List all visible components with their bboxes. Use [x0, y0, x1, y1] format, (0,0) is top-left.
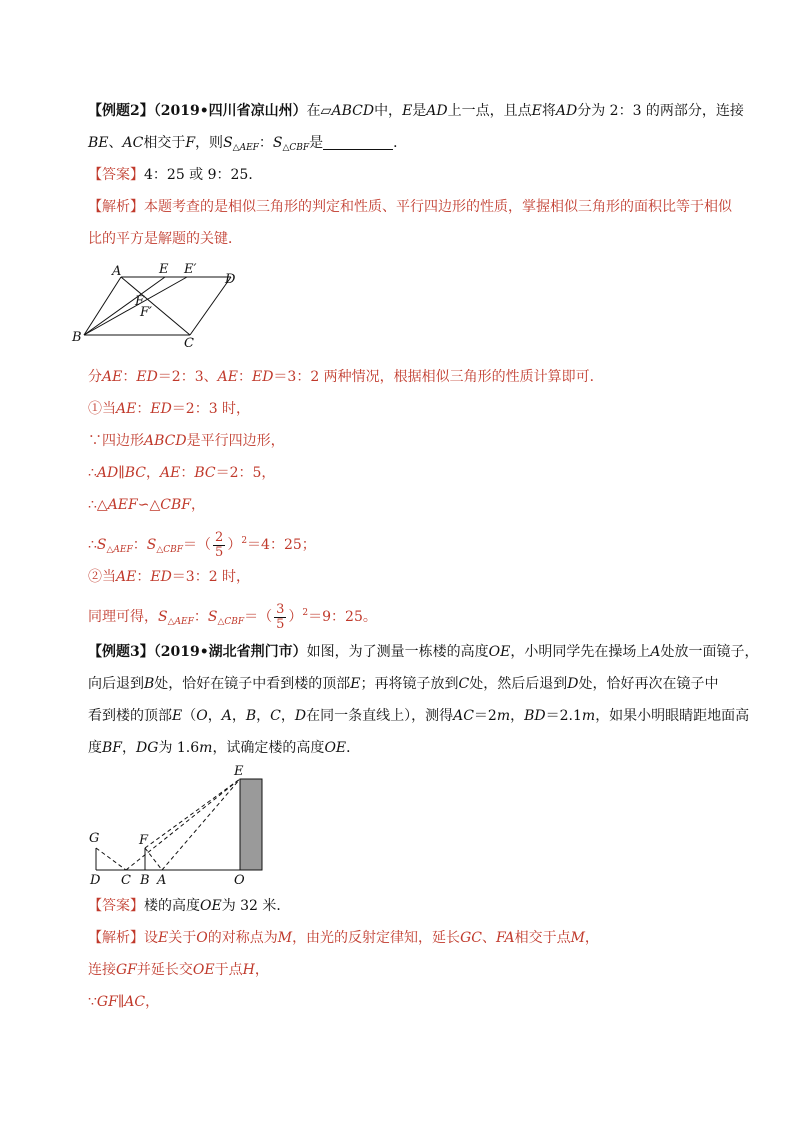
- math: DG: [136, 740, 159, 756]
- text: ＝2：3 时，: [171, 401, 251, 417]
- ex3-question-line1: [88, 642, 759, 662]
- text: ：: [132, 537, 147, 553]
- math: FA: [495, 930, 515, 946]
- math: BC: [194, 465, 216, 481]
- math: AC: [453, 708, 474, 724]
- text: ＝（: [244, 609, 273, 625]
- text: 、: [481, 930, 496, 946]
- math: D: [294, 708, 307, 724]
- math: ED: [150, 401, 172, 417]
- label-e: E: [234, 764, 244, 779]
- math: ED: [150, 569, 172, 585]
- text: 并延长交: [136, 962, 193, 978]
- math: O: [196, 930, 208, 946]
- text: 分: [88, 369, 102, 385]
- text: ，则: [195, 135, 224, 151]
- label-d: D: [90, 873, 101, 888]
- ex2-solution-line2: [88, 399, 250, 419]
- label-e-prime: E′: [184, 262, 197, 277]
- text: ：: [122, 369, 137, 385]
- text: ，: [584, 930, 599, 946]
- text: ：: [193, 609, 208, 625]
- text: ；再将镜子放到: [360, 676, 459, 692]
- ex2-question-line1: [88, 101, 744, 121]
- text: ：: [180, 465, 195, 481]
- text: ．: [346, 740, 361, 756]
- text: ，如果小明眼睛距地面高: [595, 708, 750, 724]
- math: AE: [102, 369, 123, 385]
- text: ，: [256, 708, 271, 724]
- text: ，: [254, 962, 269, 978]
- text: 处，恰好在镜子中看到楼的顶部: [154, 676, 351, 692]
- text: ，: [280, 708, 295, 724]
- superscript: 2: [302, 608, 309, 618]
- math: GC: [460, 930, 482, 946]
- ex2-tag: 【例题2】: [88, 103, 154, 119]
- text: ∽△: [137, 497, 161, 513]
- text: ，由光的反射定律知，延长: [292, 930, 461, 946]
- ex3-source: （2019•湖北省荆门市）: [153, 644, 307, 660]
- text: 是: [309, 135, 324, 151]
- math: E: [531, 103, 542, 119]
- text: 楼的高度: [144, 898, 200, 914]
- label-o: O: [234, 873, 245, 888]
- text: ，试确定楼的高度: [212, 740, 325, 756]
- text: 向后退到: [88, 676, 144, 692]
- math: OE: [488, 644, 511, 660]
- math: ABCD: [331, 103, 375, 119]
- subscript: △CBF: [217, 617, 245, 627]
- label-c: C: [184, 336, 194, 350]
- math: B: [245, 708, 257, 724]
- answer-blank: [323, 135, 393, 150]
- ex2-solution-line6: [88, 527, 316, 564]
- fraction: [213, 531, 225, 560]
- text: ＝2：5，: [215, 465, 276, 481]
- text: ∴△: [88, 497, 108, 513]
- numerator: 3: [276, 601, 285, 617]
- math: AE: [116, 401, 137, 417]
- subscript: △CBF: [282, 143, 310, 153]
- text: 、: [108, 135, 123, 151]
- denominator: 5: [276, 616, 285, 632]
- math: S: [146, 537, 157, 553]
- math: S: [223, 135, 233, 151]
- text: ①当: [88, 401, 116, 417]
- text: ，: [122, 740, 137, 756]
- ex2-analysis-line2: 比的平方是解题的关键．: [88, 231, 242, 247]
- math: AE: [217, 369, 238, 385]
- text: ：: [237, 369, 252, 385]
- text: ，小明同学先在操场上: [510, 644, 651, 660]
- text: 分为 2：3 的两部分，连接: [577, 103, 744, 119]
- text: ：: [136, 401, 151, 417]
- label-a: A: [157, 873, 167, 888]
- math: C: [458, 676, 470, 692]
- text: 连接: [88, 962, 116, 978]
- text: ，: [231, 708, 246, 724]
- text: 度: [88, 740, 102, 756]
- label-b: B: [140, 873, 150, 888]
- text: 上一点，且点: [447, 103, 532, 119]
- text: ＝2: [473, 708, 497, 724]
- text: ∵: [88, 994, 97, 1010]
- text: 为 32 米．: [221, 898, 291, 914]
- text: ）: [227, 537, 242, 553]
- analysis-tag: 【解析】: [88, 199, 144, 215]
- math: C: [270, 708, 281, 724]
- ex3-answer: [88, 896, 290, 916]
- text: 是: [412, 103, 427, 119]
- superscript: 2: [241, 536, 248, 546]
- ex2-solution-line5: [88, 495, 205, 515]
- analysis-text: 本题考查的是相似三角形的判定和性质、平行四边形的性质，掌握相似三角形的面积比等于相似: [144, 199, 732, 215]
- text: ＝4：25；: [247, 537, 316, 553]
- math: AE: [116, 569, 137, 585]
- label-a: A: [112, 264, 122, 279]
- text: 将: [541, 103, 556, 119]
- text: 在同一条直线上），测得: [306, 708, 454, 724]
- math: ABCD: [144, 433, 187, 449]
- math: F: [185, 135, 196, 151]
- subscript: △CBF: [156, 545, 184, 555]
- text: ＝2：3、: [157, 369, 218, 385]
- math: CBF: [160, 497, 191, 513]
- math: O: [196, 708, 208, 724]
- label-c: C: [121, 873, 131, 888]
- ex2-solution-line4: [88, 463, 275, 483]
- math: E: [402, 103, 413, 119]
- subscript: △AEF: [106, 545, 133, 555]
- text: ②当: [88, 569, 116, 585]
- text: 设: [144, 930, 158, 946]
- ex2-answer: [88, 165, 262, 185]
- math: H: [242, 962, 255, 978]
- text: 于点: [214, 962, 243, 978]
- ex3-analysis-line2: [88, 960, 269, 980]
- subscript: △AEF: [167, 617, 194, 627]
- ex3-question-line2: [88, 674, 718, 694]
- ex2-solution-line3: [88, 431, 285, 451]
- label-f: F: [135, 294, 145, 309]
- math: A: [650, 644, 661, 660]
- ex3-analysis-line3: [88, 992, 159, 1012]
- text: ∴: [88, 465, 97, 481]
- text: 处，然后后退到: [469, 676, 568, 692]
- math: OE: [200, 898, 222, 914]
- ex2-solution-line8: [88, 599, 377, 636]
- subscript: △AEF: [232, 143, 259, 153]
- text: 关于: [168, 930, 197, 946]
- text: ．: [393, 135, 408, 151]
- math: S: [158, 609, 168, 625]
- text: ，: [190, 497, 205, 513]
- parallelogram-figure: [66, 258, 256, 350]
- math: OE: [324, 740, 347, 756]
- math: AD: [555, 103, 578, 119]
- text: ＝2.1: [545, 708, 582, 724]
- numerator: 2: [215, 529, 224, 545]
- analysis-tag: 【解析】: [88, 930, 144, 946]
- ex2-solution-line1: [88, 367, 604, 387]
- math: E: [158, 930, 169, 946]
- denominator: 5: [215, 544, 224, 560]
- text: 相交于: [143, 135, 186, 151]
- text: ：: [136, 569, 151, 585]
- math: B: [144, 676, 155, 692]
- answer-text: 4：25 或 9：25．: [144, 167, 263, 183]
- math: M: [277, 930, 293, 946]
- label-b: B: [72, 330, 82, 345]
- text: 同理可得，: [88, 609, 158, 625]
- ex2-source: （2019•四川省凉山州）: [153, 103, 307, 119]
- math: A: [221, 708, 232, 724]
- text: ＝3：2 时，: [171, 569, 251, 585]
- text: 如图，为了测量一栋楼的高度: [306, 644, 489, 660]
- math: m: [199, 740, 213, 756]
- text: 相交于点: [514, 930, 571, 946]
- ex2-analysis-line1: [88, 197, 732, 217]
- math: AC: [122, 135, 144, 151]
- text: ＝9：25。: [308, 609, 377, 625]
- text: ∴: [88, 537, 97, 553]
- label-d: D: [225, 272, 236, 287]
- text: ，: [510, 708, 525, 724]
- text: 的对称点为: [207, 930, 278, 946]
- text: 处放一面镜子，: [660, 644, 759, 660]
- answer-tag: 【答案】: [88, 167, 144, 183]
- label-f: F: [139, 833, 149, 848]
- math: ED: [136, 369, 158, 385]
- ex3-tag: 【例题3】: [88, 644, 154, 660]
- ex2-question-line2: [88, 133, 407, 158]
- math: AD: [426, 103, 448, 119]
- text: （: [182, 708, 197, 724]
- math: GF∥AC: [96, 994, 146, 1010]
- text: 中，: [374, 103, 403, 119]
- math: OE: [192, 962, 215, 978]
- ex2-solution-line7: [88, 567, 250, 587]
- ex3-analysis-line1: [88, 928, 599, 948]
- text: ＝3：2 两种情况，根据相似三角形的性质计算即可．: [273, 369, 604, 385]
- math: E: [350, 676, 361, 692]
- math: GF: [116, 962, 137, 978]
- fraction: [274, 603, 286, 632]
- text: 看到楼的顶部: [88, 708, 172, 724]
- math: S: [207, 609, 218, 625]
- label-f-prime: F′: [140, 305, 152, 320]
- math: AD∥BC: [96, 465, 146, 481]
- building-mirror-figure: [80, 762, 280, 890]
- text: 是平行四边形，: [186, 433, 285, 449]
- text: ，: [145, 465, 160, 481]
- math: S: [272, 135, 283, 151]
- math: M: [570, 930, 585, 946]
- math: AE: [159, 465, 181, 481]
- math: E: [172, 708, 183, 724]
- text: ）: [288, 609, 303, 625]
- math: S: [96, 537, 107, 553]
- ex3-question-line3: [88, 706, 749, 726]
- math: BF: [102, 740, 123, 756]
- text: 在▱: [306, 103, 332, 119]
- math: m: [581, 708, 596, 724]
- text: ，: [207, 708, 222, 724]
- text: 为 1.6: [158, 740, 200, 756]
- math: BE: [88, 135, 109, 151]
- math: ED: [251, 369, 274, 385]
- text: ：: [258, 135, 273, 151]
- label-g: G: [89, 831, 100, 846]
- text: 处，恰好再次在镜子中: [578, 676, 719, 692]
- label-e: E: [159, 262, 169, 277]
- math: D: [567, 676, 579, 692]
- text: ∵四边形: [88, 433, 144, 449]
- answer-tag: 【答案】: [88, 898, 144, 914]
- text: ，: [145, 994, 160, 1010]
- math: BD: [524, 708, 546, 724]
- math: AEF: [107, 497, 138, 513]
- math: m: [496, 708, 511, 724]
- text: ＝（: [183, 537, 212, 553]
- ex3-question-line4: [88, 738, 360, 758]
